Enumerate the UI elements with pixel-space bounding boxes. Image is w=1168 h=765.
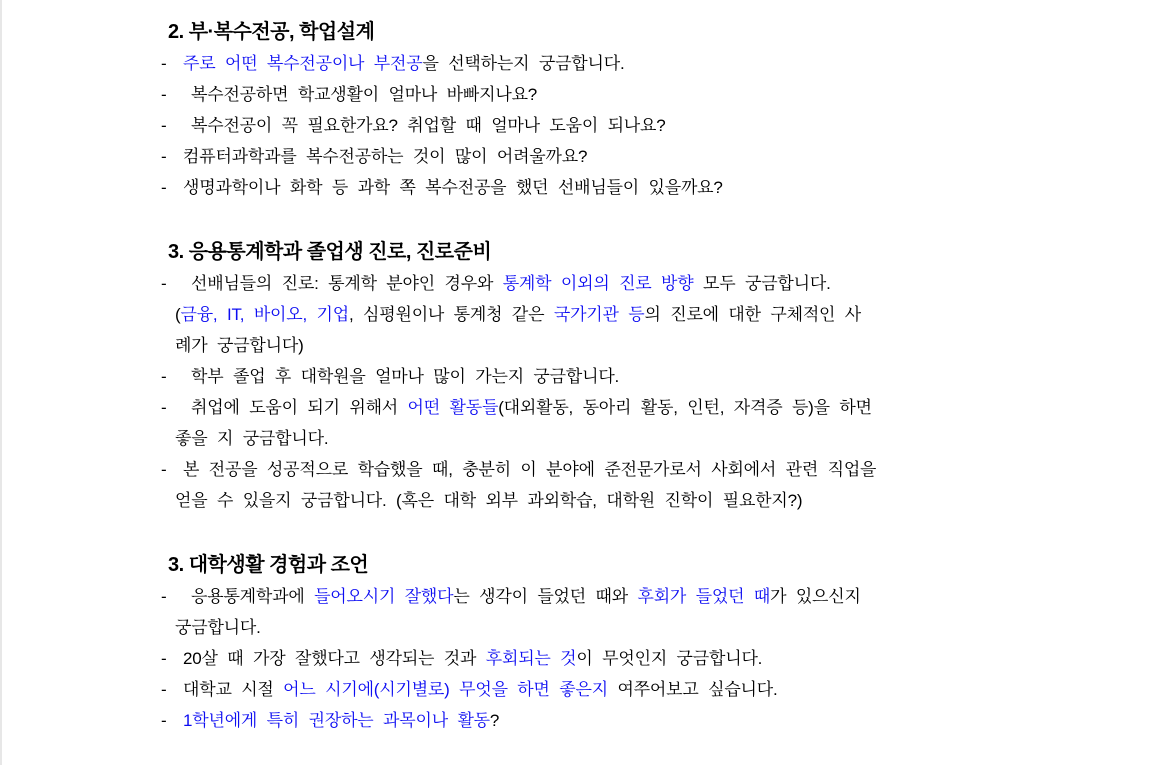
bullet-dash: -	[161, 147, 167, 166]
text-segment: 생명과학이나 화학 등 과학 쪽 복수전공을 했던 선배님들이 있을까요?	[183, 178, 723, 197]
text-segment: 복수전공이 꼭 필요한가요? 취업할 때 얼마나 도움이 되나요?	[191, 116, 666, 135]
text-segment: 이 무엇인지 궁금합니다.	[576, 649, 763, 668]
text-segment: 궁금합니다.	[175, 618, 261, 637]
document-section	[160, 237, 1112, 516]
bullet-line	[160, 268, 1112, 299]
bullet-line	[160, 110, 1112, 141]
text-segment: 얻을 수 있을지 궁금합니다. (혹은 대학 외부 과외학습, 대학원 진학이 필요한지?)	[175, 491, 803, 510]
highlighted-text-segment: 후회가 들었던 때	[637, 587, 771, 606]
text-segment: , 심평원이나 통계청 같은	[349, 305, 554, 324]
text-segment: 응용통계학과에	[191, 587, 315, 606]
bullet-line	[160, 48, 1112, 79]
continuation-line	[160, 423, 1112, 454]
bullet-dash: -	[161, 711, 167, 730]
text-segment: 는 생각이 들었던 때와	[453, 587, 638, 606]
text-segment: 가 있으신지	[770, 587, 861, 606]
bullet-dash: -	[161, 178, 167, 197]
highlighted-text-segment: 1학년에게 특히 권장하는 과목이나 활동	[183, 711, 490, 730]
bullet-dash: -	[161, 85, 167, 104]
highlighted-text-segment: 들어오시기 잘했다	[314, 587, 454, 606]
section-heading: 3. 응용통계학과 졸업생 진로, 진로준비	[168, 241, 492, 263]
bullet-dash: -	[161, 54, 167, 73]
highlighted-text-segment: 주로 어떤 복수전공이나 부전공	[183, 54, 423, 73]
text-segment: (	[175, 305, 181, 324]
highlighted-text-segment: 어느 시기에(시기별로) 무엇을 하면 좋은지	[283, 680, 608, 699]
section-heading: 2. 부·복수전공, 학업설계	[168, 21, 375, 43]
text-segment: 20살 때 가장 잘했다고 생각되는 것과	[183, 649, 486, 668]
text-segment: 을 선택하는지 궁금합니다.	[422, 54, 625, 73]
bullet-line	[160, 454, 1112, 485]
text-segment: 학부 졸업 후 대학원을 얼마나 많이 가는지 궁금합니다.	[191, 367, 620, 386]
highlighted-text-segment: 후회되는 것	[485, 649, 577, 668]
continuation-line	[160, 612, 1112, 643]
text-segment: 컴퓨터과학과를 복수전공하는 것이 많이 어려울까요?	[183, 147, 588, 166]
text-segment: 선배님들의 진로: 통계학 분야인 경우와	[191, 274, 503, 293]
text-segment: 복수전공하면 학교생활이 얼마나 바빠지나요?	[191, 85, 538, 104]
text-segment: 취업에 도움이 되기 위해서	[191, 398, 408, 417]
highlighted-text-segment: 어떤 활동들	[407, 398, 499, 417]
text-segment: 의 진로에 대한 구체적인 사	[644, 305, 862, 324]
bullet-dash: -	[161, 367, 167, 386]
bullet-dash: -	[161, 398, 167, 417]
bullet-line	[160, 79, 1112, 110]
text-segment: 모두 궁금합니다.	[693, 274, 831, 293]
bullet-line	[160, 674, 1112, 705]
bullet-dash: -	[161, 274, 167, 293]
bullet-dash: -	[161, 116, 167, 135]
text-segment: 본 전공을 성공적으로 학습했을 때, 충분히 이 분야에 준전문가로서 사회에서 관련 직업을	[183, 460, 877, 479]
document-section	[160, 550, 1112, 736]
document-section	[160, 17, 1112, 203]
bullet-line	[160, 172, 1112, 203]
bullet-dash: -	[161, 649, 167, 668]
bullet-line	[160, 643, 1112, 674]
highlighted-text-segment: 금융, IT, 바이오, 기업	[180, 305, 349, 324]
text-segment: (대외활동, 동아리 활동, 인턴, 자격증 등)을 하면	[498, 398, 872, 417]
section-heading: 3. 대학생활 경험과 조언	[168, 554, 369, 576]
text-segment: 좋을 지 궁금합니다.	[175, 429, 329, 448]
continuation-line	[160, 485, 1112, 516]
highlighted-text-segment: 국가기관 등	[553, 305, 645, 324]
bullet-dash: -	[161, 460, 167, 479]
bullet-line	[160, 141, 1112, 172]
bullet-dash: -	[161, 587, 167, 606]
bullet-line	[160, 581, 1112, 612]
text-segment: 여쭈어보고 싶습니다.	[607, 680, 778, 699]
bullet-line	[160, 361, 1112, 392]
bullet-line	[160, 705, 1112, 736]
continuation-line	[160, 299, 1112, 330]
bullet-line	[160, 392, 1112, 423]
document-body	[160, 17, 1112, 736]
bullet-dash: -	[161, 680, 167, 699]
text-segment: 대학교 시절	[183, 680, 284, 699]
continuation-line	[160, 330, 1112, 361]
text-segment: 례가 궁금합니다)	[175, 336, 304, 355]
text-segment: ?	[489, 711, 500, 730]
highlighted-text-segment: 통계학 이외의 진로 방향	[502, 274, 694, 293]
